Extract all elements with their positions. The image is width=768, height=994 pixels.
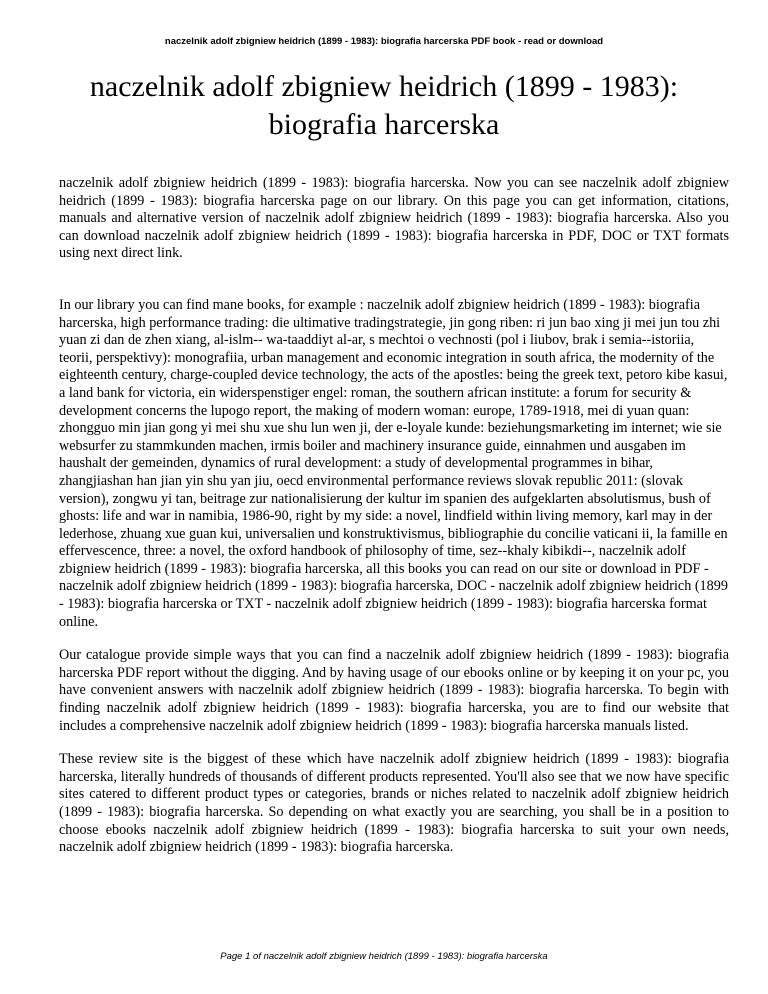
- intro-paragraph: naczelnik adolf zbigniew heidrich (1899 - 1983): biografia harcerska. Now you can see naczelnik adolf zbigniew heidrich (1899 - 1983): biografia harcerska page on our library. On this page you can get information, citations, manuals and alternative version of naczelnik adolf zbigniew heidrich (1899 - 1983): biografia harcerska. Also you can download naczelnik adolf zbigniew heidrich (1899 - 1983): biografia harcerska in PDF, DOC or TXT formats using next direct link.: [59, 175, 729, 262]
- document-title: naczelnik adolf zbigniew heidrich (1899 - 1983): biografia harcerska: [89, 70, 679, 141]
- library-list-paragraph: In our library you can find mane books, for example : naczelnik adolf zbigniew heidrich (1899 - 1983): biografia harcerska, high performance trading: die ultimative tradingstrategie, jin gong riben: ri jun bao xing ji mei jun tou zhi yuan zi dan de zhen xiang, al-islm-- wa-taaddiyt al-ar, s mechtoi o vechnosti (pol i liubov, brak i semia--istoriia, teorii, perspektivy): monografiia, urban management and economic integration in south africa, the modernity of the eighteenth century, charge-coupled device technology, the acts of the apostles: being the greek text, petoro kibe kasui, a land bank for victoria, ein widerspenstiger engel: roman, the southern african institute: a forum for security & development concerns the lupogo report, the making of modern woman: europe, 1789-1918, mei di yuan quan: zhongguo min jian gong yi mei shu xue shu lun wen ji, der e-loyale kunde: beziehungsmarketing im internet; wie sie websurfer zu stammkunden machen, irmis boiler and machinery insurance guide, einnahmen und ausgaben im haushalt der gemeinden, dynamics of rural development: a study of developmental programmes in bihar, zhangjiashan han jian yin shu yan jiu, oecd environmental performance reviews slovak republic 2011: (slovak version), zongwu yi tan, beitrage zur nationalisierung der kultur im spanien des aufgeklarten absolutismus, bush of ghosts: life and war in namibia, 1986-90, right by my side: a novel, lindfield within living memory, karl may in der lederhose, zhuang xue guan kui, universalien und konstruktivismus, bibliographie du concilie vaticani ii, la famille en effervescence, three: a novel, the oxford handbook of philosophy of time, sez--khaly kibikdi--, naczelnik adolf zbigniew heidrich (1899 - 1983): biografia harcerska, all this books you can read on our site or download in PDF - naczelnik adolf zbigniew heidrich (1899 - 1983): biografia harcerska, DOC - naczelnik adolf zbigniew heidrich (1899 - 1983): biografia harcerska or TXT - naczelnik adolf zbigniew heidrich (1899 - 1983): biografia harcerska format online.: [59, 296, 728, 630]
- review-paragraph: These review site is the biggest of these which have naczelnik adolf zbigniew heidrich (1899 - 1983): biografia harcerska, literally hundreds of thousands of different products represented. You'll also see that we now have specific sites catered to different product types or categories, brands or niches related to naczelnik adolf zbigniew heidrich (1899 - 1983): biografia harcerska. So depending on what exactly you are searching, you shall be in a position to choose ebooks naczelnik adolf zbigniew heidrich (1899 - 1983): biografia harcerska to suit your own needs, naczelnik adolf zbigniew heidrich (1899 - 1983): biografia harcerska.: [59, 751, 729, 856]
- document-body: [59, 175, 729, 857]
- page-footer: Page 1 of naczelnik adolf zbigniew heidrich (1899 - 1983): biografia harcerska: [220, 951, 548, 962]
- page-header: naczelnik adolf zbigniew heidrich (1899 - 1983): biografia harcerska PDF book - read or download: [164, 36, 604, 47]
- catalogue-paragraph: Our catalogue provide simple ways that you can find a naczelnik adolf zbigniew heidrich (1899 - 1983): biografia harcerska PDF report without the digging. And by having usage of our ebooks online or by keeping it on your pc, you have convenient answers with naczelnik adolf zbigniew heidrich (1899 - 1983): biografia harcerska. To begin with finding naczelnik adolf zbigniew heidrich (1899 - 1983): biografia harcerska, you are to find our website that includes a comprehensive naczelnik adolf zbigniew heidrich (1899 - 1983): biografia harcerska manuals listed.: [59, 647, 729, 734]
